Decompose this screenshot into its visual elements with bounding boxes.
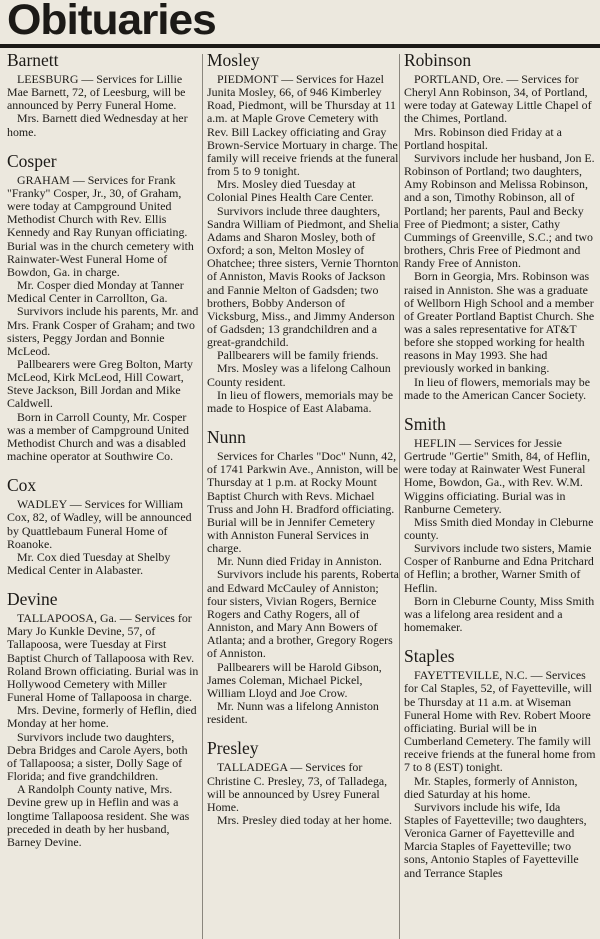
obituary-name: Nunn xyxy=(207,427,246,448)
obituary-name: Cosper xyxy=(7,150,57,171)
obituary-name: Presley xyxy=(207,738,259,759)
column-1 xyxy=(7,50,199,939)
obituary-paragraph: Mr. Nunn was a lifelong Anniston resident. xyxy=(207,699,379,727)
obituary-paragraph: Born in Carroll County, Mr. Cosper was a member of Campground United Methodist Church and was a disabled machine operator at Southwire Co. xyxy=(7,409,189,464)
obituary-name: Robinson xyxy=(404,50,472,70)
obituary-paragraph: Survivors include his parents, Roberta and Edward McCauley of Anniston; four sisters, Vivian Rogers, Bernice Rogers and Cathy Rogers, all of Anniston, and Mary Ann Bowers of Atlanta; and a brother, Gregory Rogers of Anniston. xyxy=(207,567,399,661)
obituary-paragraph: Miss Smith died Monday in Cleburne county. xyxy=(404,514,594,542)
column-3 xyxy=(404,50,596,939)
page-title: Obituaries xyxy=(7,0,216,44)
obituary-paragraph: LEESBURG — Services for Lillie Mae Barnett, 72, of Leesburg, will be announced by Perry Funeral Home. xyxy=(7,72,186,113)
obituary-paragraph: A Randolph County native, Mrs. Devine grew up in Heflin and was a longtime Tallapoosa resident. She was preceded in death by her husband, Barney Devine. xyxy=(7,782,190,849)
obituary-paragraph: In lieu of flowers, memorials may be made to the American Cancer Society. xyxy=(404,374,590,402)
entry-spacer xyxy=(7,463,199,475)
obituary-paragraph: Mrs. Mosley died Tuesday at Colonial Pines Health Care Center. xyxy=(207,177,374,205)
obituary-paragraph: Survivors include his wife, Ida Staples of Fayetteville; two daughters, Veronica Garner of Fayetteville and Marcia Staples of Fayetteville; two sons, Antonio Staples of Fayetteville and Terrance Staples xyxy=(404,799,587,880)
obituary-devine xyxy=(7,589,199,849)
obituary-presley xyxy=(207,738,399,827)
obituary-paragraph: Survivors include three daughters, Sandra William of Piedmont, and Shelia Adams and Sharon Mosley, both of Oxford; a son, Melton Mosley of Ohatchee; three sisters, Vernie Thornton of Anniston, Mavis Rooks of Jackson and Fannie Melton of Gadsden; two brothers, Bobby Anderson of Vicksburg, Miss., and Jimmy Anderson of Gadsden; 13 grandchildren and a great-grandchild. xyxy=(207,203,399,350)
obituary-paragraph: Survivors include two daughters, Debra Bridges and Carole Ayers, both of Tallapoosa; a sister, Dolly Sage of Florida; and five grandchildren. xyxy=(7,729,188,784)
obituary-paragraph: WADLEY — Services for William Cox, 82, of Wadley, will be announced by Quattlebaum Funeral Home of Roanoke. xyxy=(7,497,192,551)
column-divider xyxy=(399,54,400,939)
obituary-paragraph: GRAHAM — Services for Frank "Franky" Cosper, Jr., 30, of Graham, were today at Campground United Methodist Church with Rev. Ellis Kennedy and Ray Runyan officiating. Burial was in the church cemetery with Rainwater-West Funeral Home of Bowdon, Ga. in charge. xyxy=(7,172,194,279)
obituary-paragraph: Pallbearers will be family friends. xyxy=(217,348,379,363)
obituary-paragraph: TALLADEGA — Services for Christine C. Presley, 73, of Talladega, will be announced by Usrey Funeral Home. xyxy=(207,760,388,814)
entry-spacer xyxy=(207,415,399,427)
masthead xyxy=(0,0,600,48)
obituary-barnett xyxy=(7,50,199,139)
obituary-name: Barnett xyxy=(7,50,59,70)
entry-spacer xyxy=(404,402,596,414)
column-2 xyxy=(207,50,399,939)
obituary-staples xyxy=(404,646,596,880)
obituary-paragraph: Services for Charles "Doc" Nunn, 42, of 1741 Parkwin Ave., Anniston, will be Thursday at 1 p.m. at Rocky Mount Baptist Church with Revs. Michael Truss and John H. Bradford officiating. Burial will be in Jennifer Cemetery with Anniston Funeral Services in charge. xyxy=(207,449,399,556)
entry-spacer xyxy=(7,139,199,151)
obituary-paragraph: TALLAPOOSA, Ga. — Services for Mary Jo Kunkle Devine, 57, of Tallapoosa, were Tuesday at First Baptist Church of Tallapoosa with Rev. Roland Brown officiating. Burial was in Hollywood Cemetery with Miller Funeral Home of Tallapoosa in charge. xyxy=(7,611,199,705)
obituary-name: Devine xyxy=(7,589,58,610)
obituary-paragraph: Mr. Nunn died Friday in Anniston. xyxy=(217,554,382,569)
obituary-cosper xyxy=(7,151,199,463)
obituary-paragraph: Born in Georgia, Mrs. Robinson was raised in Anniston. She was a graduate of Wellborn High School and a member of Greater Portland Baptist Church. She was a sales representative for AT&T before she stopped working for health reasons in May 1993. She had previously worked in banking. xyxy=(404,269,595,376)
obituary-paragraph: Pallbearers were Greg Bolton, Marty McLeod, Kirk McLeod, Hill Cowart, Steve Jackson, Bill Jordan and Mike Caldwell. xyxy=(7,356,193,411)
obituary-name: Smith xyxy=(404,413,446,434)
obituary-name: Cox xyxy=(7,475,37,496)
obituary-paragraph: Survivors include his parents, Mr. and Mrs. Frank Cosper of Graham; and two sisters, Peggy Jordan and Bonnie McLeod. xyxy=(7,304,199,358)
obituary-paragraph: HEFLIN — Services for Jessie Gertrude "Gertie" Smith, 84, of Heflin, were today at Rainwater West Funeral Home, Bowdon, Ga., with Rev. W.M. Wiggins officiating. Burial was in Ranburne Cemetery. xyxy=(404,435,591,516)
entry-spacer xyxy=(7,577,199,589)
obituary-name: Mosley xyxy=(207,50,260,70)
obituary-cox xyxy=(7,475,199,577)
obituary-robinson xyxy=(404,50,596,402)
obituary-paragraph: Survivors include her husband, Jon E. Robinson of Portland; two daughters, Amy Robinson and Melissa Robinson, and a son, Timothy Robinson, all of Portland; her parents, Paul and Becky Free of Piedmont; a sister, Cathy Cummings of Greenville, S.C.; and two brothers, Chris Free of Piedmont and Randy Free of Anniston. xyxy=(404,150,595,271)
obituary-paragraph: Survivors include two sisters, Mamie Cosper of Ranburne and Edna Pritchard of Heflin; a brother, Warner Smith of Heflin. xyxy=(404,541,594,595)
obituary-paragraph: Mrs. Robinson died Friday at a Portland hospital. xyxy=(404,124,562,152)
obituary-paragraph: Born in Cleburne County, Miss Smith was a lifelong area resident and a homemaker. xyxy=(404,593,595,635)
obituary-paragraph: Mr. Staples, formerly of Anniston, died Saturday at his home. xyxy=(404,773,578,801)
obituary-paragraph: Pallbearers will be Harold Gibson, James Coleman, Michael Pickel, William Lloyd and Joe Crow. xyxy=(207,659,382,700)
obituary-smith xyxy=(404,414,596,634)
obituary-paragraph: Mrs. Barnett died Wednesday at her home. xyxy=(7,111,188,139)
obituary-columns xyxy=(0,50,600,939)
obituary-name: Staples xyxy=(404,646,455,667)
entry-spacer xyxy=(404,634,596,646)
obituary-paragraph: Mr. Cox died Tuesday at Shelby Medical Center in Alabaster. xyxy=(7,549,171,577)
obituary-paragraph: Mrs. Presley died today at her home. xyxy=(217,812,393,827)
obituary-paragraph: FAYETTEVILLE, N.C. — Services for Cal Staples, 52, of Fayetteville, will be Thursday at 11 a.m. at Wiseman Funeral Home with Rev. Robert Moore officiating. Burial will be in Cumberland Cemetery. The family will receive friends at the funeral home from 7 to 8 (EST) tonight. xyxy=(404,668,596,775)
column-divider xyxy=(202,54,203,939)
obituary-paragraph: Mr. Cosper died Monday at Tanner Medical Center in Carrollton, Ga. xyxy=(7,278,184,306)
entry-spacer xyxy=(207,726,399,738)
obituary-paragraph: PORTLAND, Ore. — Services for Cheryl Ann Robinson, 34, of Portland, were today at Gateway Little Chapel of the Chimes, Portland. xyxy=(404,72,592,126)
obituary-paragraph: Mrs. Devine, formerly of Heflin, died Monday at her home. xyxy=(7,703,197,731)
obituary-paragraph: Mrs. Mosley was a lifelong Calhoun County resident. xyxy=(207,361,391,389)
obituary-nunn xyxy=(207,427,399,726)
obituary-mosley xyxy=(207,50,399,415)
obituary-paragraph: In lieu of flowers, memorials may be made to Hospice of East Alabama. xyxy=(207,387,393,415)
obituary-paragraph: PIEDMONT — Services for Hazel Junita Mosley, 66, of 946 Kimberley Road, Piedmont, will be Thursday at 11 a.m. at Maple Grove Cemetery with Rev. Bill Lackey officiating and Gray Brown-Service Mortuary in charge. The family will receive friends at the funeral from 5 to 9 tonight. xyxy=(207,72,399,179)
